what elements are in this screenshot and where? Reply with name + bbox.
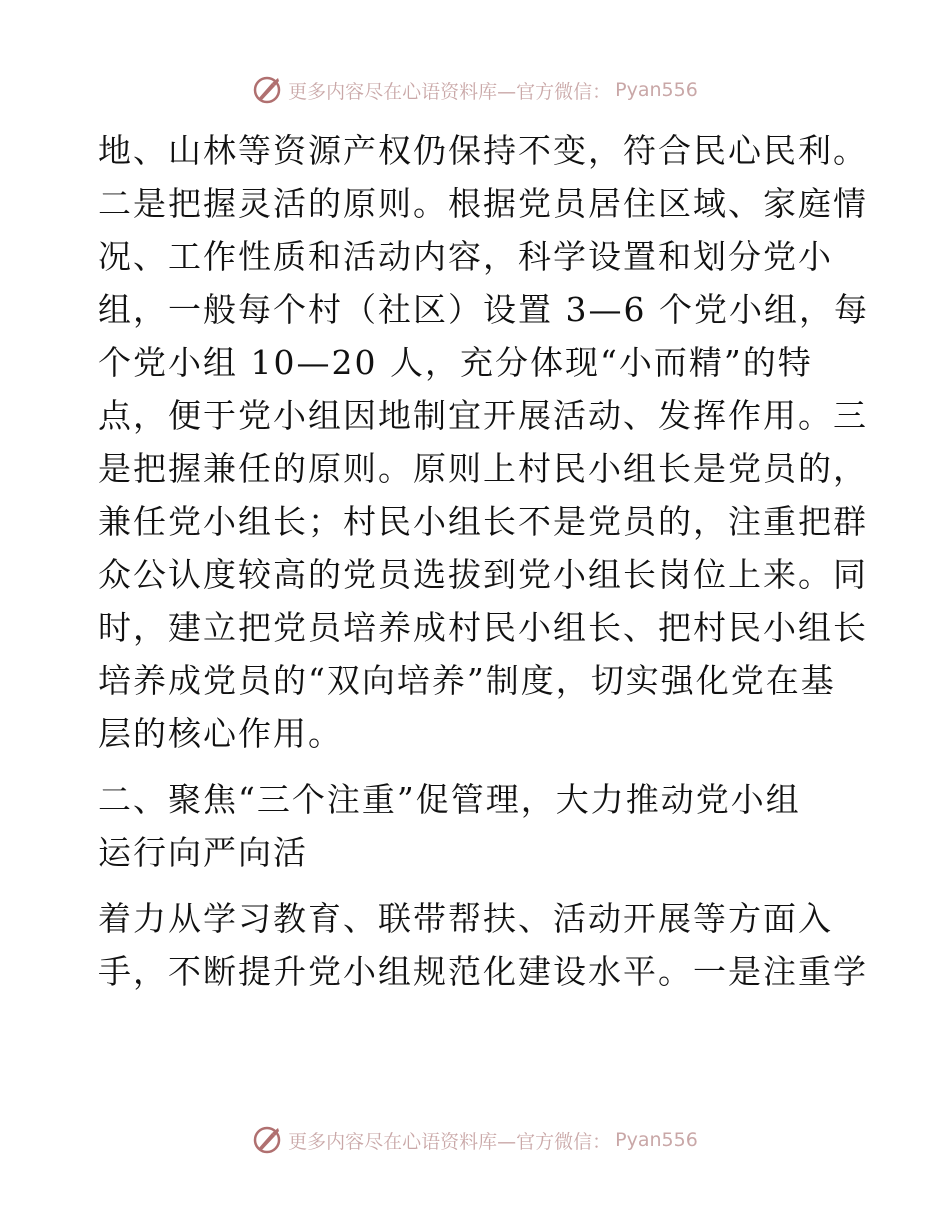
- text-line: 手，不断提升党小组规范化建设水平。一是注重学: [98, 952, 868, 991]
- text-line: 是把握兼任的原则。原则上村民小组长是党员的，: [98, 449, 868, 488]
- header-watermark: [0, 70, 950, 110]
- text-line: 组，一般每个村（社区）设置 3—6 个党小组，每: [98, 290, 869, 329]
- text-line: 层的核心作用。: [98, 714, 343, 753]
- text-line: 着力从学习教育、联带帮扶、活动开展等方面入: [98, 899, 833, 938]
- watermark-id: Pyan556: [615, 1129, 698, 1151]
- footer-watermark: [0, 1120, 950, 1160]
- text-line: 况、工作性质和活动内容，科学设置和划分党小: [98, 237, 833, 276]
- section-heading-line: 二、聚焦“三个注重”促管理，大力推动党小组: [98, 780, 801, 819]
- text-line: 培养成党员的“双向培养”制度，切实强化党在基: [98, 661, 836, 700]
- text-line: 点，便于党小组因地制宜开展活动、发挥作用。三: [98, 396, 868, 435]
- text-line: 兼任党小组长；村民小组长不是党员的，注重把群: [98, 502, 868, 541]
- text-line: 个党小组 10—20 人，充分体现“小而精”的特: [98, 343, 813, 382]
- document-body: [98, 124, 869, 998]
- paragraph-gap: [98, 879, 858, 892]
- watermark-id: Pyan556: [615, 79, 698, 101]
- watermark-text: 更多内容尽在心语资料库—官方微信：: [288, 1130, 612, 1153]
- text-line: 众公认度较高的党员选拔到党小组长岗位上来。同: [98, 555, 868, 594]
- text-line: 时，建立把党员培养成村民小组长、把村民小组长: [98, 608, 868, 647]
- paragraph-gap: [98, 760, 858, 773]
- watermark-text: 更多内容尽在心语资料库—官方微信：: [288, 80, 612, 103]
- quill-logo-icon: [252, 1125, 282, 1155]
- text-line: 二是把握灵活的原则。根据党员居住区域、家庭情: [98, 184, 868, 223]
- quill-logo-icon: [252, 75, 282, 105]
- section-heading-line: 运行向严向活: [98, 833, 308, 872]
- text-line: 地、山林等资源产权仍保持不变，符合民心民利。: [98, 131, 868, 170]
